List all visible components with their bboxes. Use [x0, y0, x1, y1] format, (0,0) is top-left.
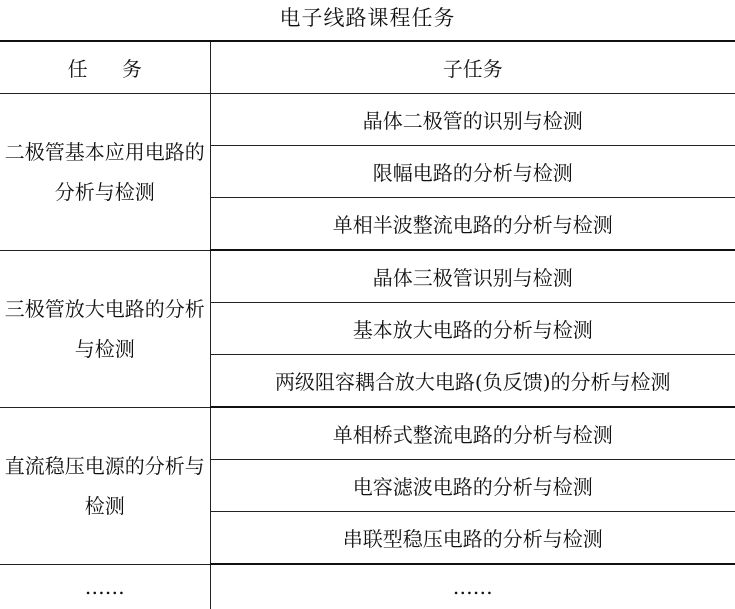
- subtask-cell: 晶体三极管识别与检测: [210, 250, 735, 303]
- table-row: [0, 250, 735, 303]
- subtask-cell: 晶体二极管的识别与检测: [210, 94, 735, 146]
- task-cell: [0, 94, 210, 251]
- table-header-row: [0, 41, 735, 94]
- subtask-cell: 电容滤波电路的分析与检测: [210, 460, 735, 512]
- task-cell: [0, 250, 210, 407]
- subtask-cell: 单相半波整流电路的分析与检测: [210, 198, 735, 251]
- subtask-cell: 限幅电路的分析与检测: [210, 146, 735, 198]
- subtask-cell: 基本放大电路的分析与检测: [210, 303, 735, 355]
- course-task-table: [0, 40, 735, 609]
- subtask-cell: 单相桥式整流电路的分析与检测: [210, 407, 735, 460]
- ellipsis-cell: ……: [0, 564, 210, 609]
- subtask-cell: 两级阻容耦合放大电路(负反馈)的分析与检测: [210, 355, 735, 408]
- task-cell: [0, 407, 210, 564]
- task-label: 二极管基本应用电路的分析与检测: [4, 139, 205, 204]
- page-title: 电子线路课程任务: [279, 6, 456, 30]
- table-row: [0, 407, 735, 460]
- task-label: 直流稳压电源的分析与检测: [4, 453, 205, 518]
- table-row-ellipsis: [0, 564, 735, 609]
- task-label: 三极管放大电路的分析与检测: [4, 296, 205, 361]
- header-subtask: 子任务: [210, 41, 735, 94]
- subtask-cell: 串联型稳压电路的分析与检测: [210, 512, 735, 565]
- header-task: 任 务: [0, 41, 210, 94]
- ellipsis-cell: ……: [210, 564, 735, 609]
- table-row: [0, 94, 735, 146]
